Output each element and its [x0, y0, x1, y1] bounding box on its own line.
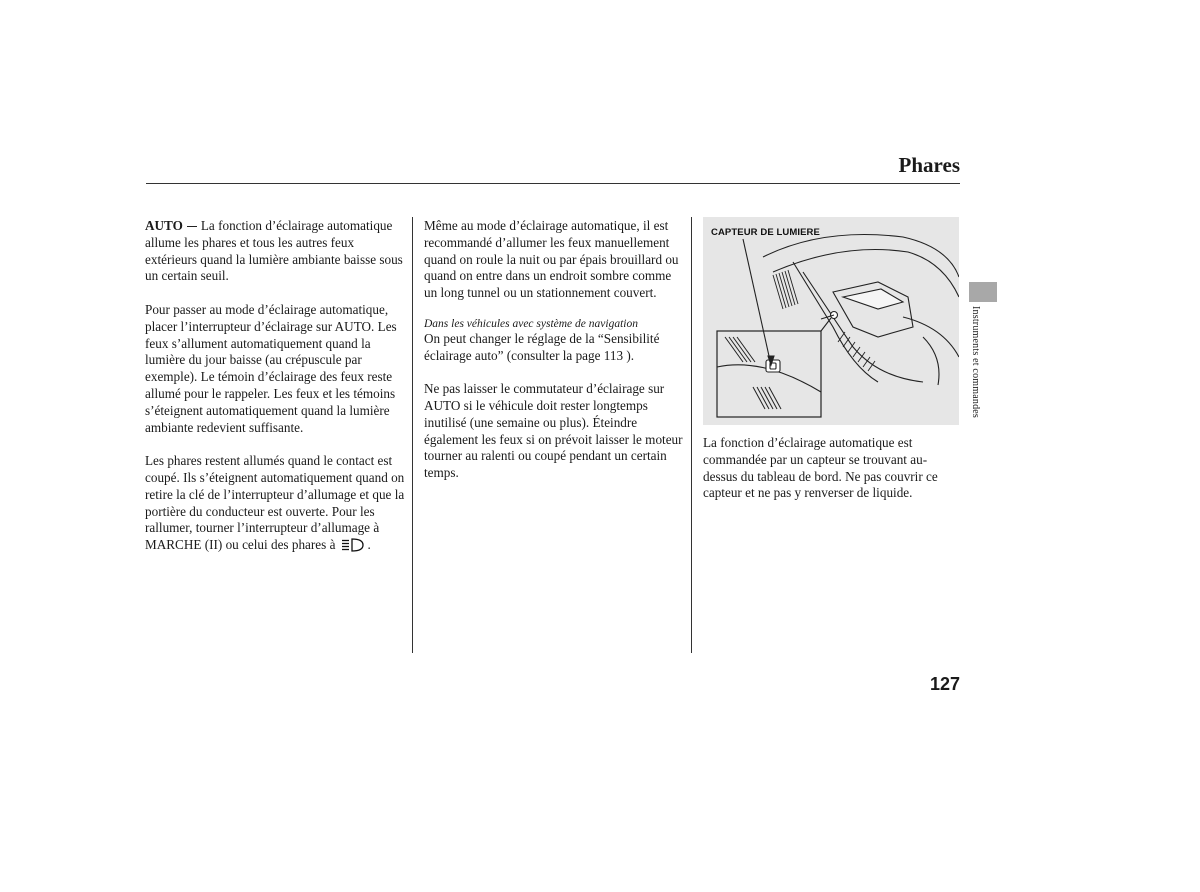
- navigation-note: Dans les véhicules avec système de navigation: [424, 317, 638, 330]
- section-side-label: Instruments et commandes: [970, 306, 981, 418]
- dashboard-drawing: [703, 217, 959, 425]
- column-divider-1: [412, 217, 413, 653]
- paragraph-contact-off: [145, 453, 407, 557]
- column-divider-2: [691, 217, 692, 653]
- title-rule: [146, 183, 960, 184]
- paragraph-sensitivity: On peut changer le réglage de la “Sensibilité éclairage auto” (consulter la page 113 ).: [424, 330, 660, 363]
- auto-term: AUTO: [145, 218, 183, 233]
- auto-paragraph: [145, 218, 407, 285]
- headlight-high-beam-icon: [341, 538, 365, 557]
- paragraph-end-punct: .: [367, 537, 371, 553]
- text-column-3: [703, 435, 961, 519]
- text-column-1: [145, 218, 407, 574]
- light-sensor-illustration: [703, 217, 959, 425]
- paragraph-sensor: La fonction d’éclairage automatique est commandée par un capteur se trouvant au-dessus du tableau de bord. Ne pas couvrir ce capteur et ne pas y renverser de liquide.: [703, 435, 938, 501]
- em-dash: [187, 226, 197, 227]
- paragraph-manual-lights: Même au mode d’éclairage automatique, il est recommandé d’allumer les feux manuellement quand on roule la nuit ou par épais brouillard ou quand on entre dans un endroit sombre comme un long tunnel ou un stationnement couvert.: [424, 218, 679, 301]
- paragraph-contact-off-text: Les phares restent allumés quand le contact est coupé. Ils s’éteignent automatiquement quand on retire la clé de l’interrupteur d’allumage et que la portière du conducteur est ouverte. Pour les rallumer, tourner l’interrupteur d’allumage à MARCHE (II) ou celui des phares à: [145, 453, 405, 553]
- figure-label: CAPTEUR DE LUMIERE: [711, 227, 820, 238]
- text-column-2: [424, 218, 686, 499]
- paragraph-long-storage: Ne pas laisser le commutateur d’éclairage sur AUTO si le véhicule doit rester longtemps inutilisé (une semaine ou plus). Éteindre également les feux si on prévoit laisser le moteur tourner au ralenti ou coupé pendant un certain temps.: [424, 381, 683, 481]
- page-number: 127: [929, 674, 960, 694]
- section-tab: [969, 282, 997, 302]
- auto-description: La fonction d’éclairage automatique allume les phares et tous les autres feux extérieurs quand la lumière ambiante baisse sous un certain seuil.: [145, 218, 403, 284]
- paragraph-auto-mode: Pour passer au mode d’éclairage automatique, placer l’interrupteur d’éclairage sur AUTO. Les feux s’allument automatiquement quand la lumière du jour baisse (au crépuscule par exemple). Le témoin d’éclairage des feux reste allumé pour le rappeler. Les feux et les témoins s’éteignent automatiquement quand la lumière ambiante redevient suffisante.: [145, 301, 397, 435]
- page-title: Phares: [898, 153, 960, 177]
